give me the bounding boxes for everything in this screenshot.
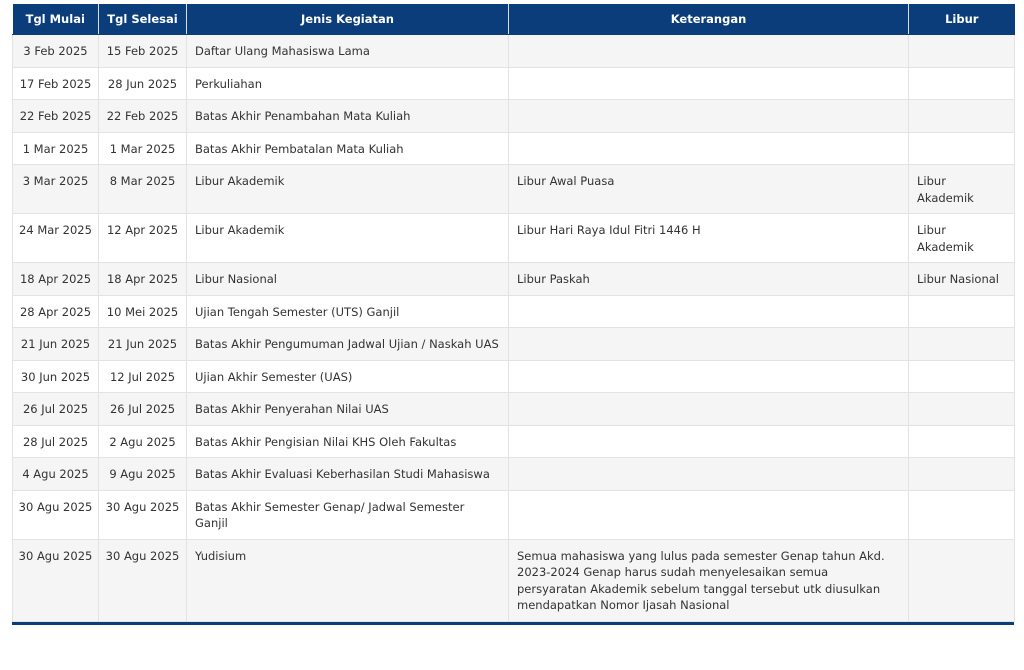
cell-jenis-kegiatan: Ujian Akhir Semester (UAS) xyxy=(187,360,509,393)
cell-keterangan xyxy=(509,35,909,68)
header-row xyxy=(13,4,1015,35)
table-body xyxy=(13,35,1015,622)
cell-jenis-kegiatan: Batas Akhir Evaluasi Keberhasilan Studi Mahasiswa xyxy=(187,458,509,491)
cell-tgl-selesai: 1 Mar 2025 xyxy=(99,132,187,165)
table-row xyxy=(13,393,1015,426)
cell-tgl-selesai: 2 Agu 2025 xyxy=(99,425,187,458)
header-keterangan: Keterangan xyxy=(509,4,909,35)
cell-tgl-mulai: 22 Feb 2025 xyxy=(13,100,99,133)
cell-libur xyxy=(909,458,1015,491)
header-tgl-selesai: Tgl Selesai xyxy=(99,4,187,35)
cell-jenis-kegiatan: Batas Akhir Semester Genap/ Jadwal Semester Ganjil xyxy=(187,490,509,539)
table-row xyxy=(13,214,1015,263)
cell-keterangan xyxy=(509,328,909,361)
cell-tgl-selesai: 15 Feb 2025 xyxy=(99,35,187,68)
cell-keterangan xyxy=(509,425,909,458)
cell-jenis-kegiatan: Batas Akhir Pengisian Nilai KHS Oleh Fakultas xyxy=(187,425,509,458)
table-row xyxy=(13,458,1015,491)
cell-tgl-mulai: 24 Mar 2025 xyxy=(13,214,99,263)
cell-keterangan: Libur Awal Puasa xyxy=(509,165,909,214)
table-row xyxy=(13,100,1015,133)
cell-libur: Libur Nasional xyxy=(909,263,1015,296)
cell-libur xyxy=(909,295,1015,328)
cell-keterangan: Libur Hari Raya Idul Fitri 1446 H xyxy=(509,214,909,263)
cell-libur xyxy=(909,67,1015,100)
cell-libur: Libur Akademik xyxy=(909,165,1015,214)
table-row xyxy=(13,132,1015,165)
cell-jenis-kegiatan: Libur Nasional xyxy=(187,263,509,296)
academic-calendar-container xyxy=(12,4,1014,625)
table-bottom-rule xyxy=(12,622,1014,625)
cell-jenis-kegiatan: Batas Akhir Penyerahan Nilai UAS xyxy=(187,393,509,426)
cell-jenis-kegiatan: Batas Akhir Penambahan Mata Kuliah xyxy=(187,100,509,133)
cell-keterangan: Libur Paskah xyxy=(509,263,909,296)
cell-tgl-mulai: 17 Feb 2025 xyxy=(13,67,99,100)
cell-tgl-mulai: 1 Mar 2025 xyxy=(13,132,99,165)
table-row xyxy=(13,263,1015,296)
cell-tgl-mulai: 30 Jun 2025 xyxy=(13,360,99,393)
cell-libur xyxy=(909,132,1015,165)
cell-libur xyxy=(909,425,1015,458)
table-row xyxy=(13,67,1015,100)
table-header xyxy=(13,4,1015,35)
table-row xyxy=(13,165,1015,214)
cell-libur xyxy=(909,539,1015,621)
cell-tgl-selesai: 8 Mar 2025 xyxy=(99,165,187,214)
table-row xyxy=(13,35,1015,68)
cell-keterangan xyxy=(509,295,909,328)
cell-tgl-mulai: 3 Feb 2025 xyxy=(13,35,99,68)
cell-tgl-selesai: 22 Feb 2025 xyxy=(99,100,187,133)
cell-keterangan xyxy=(509,132,909,165)
cell-jenis-kegiatan: Libur Akademik xyxy=(187,214,509,263)
cell-tgl-selesai: 18 Apr 2025 xyxy=(99,263,187,296)
cell-tgl-mulai: 21 Jun 2025 xyxy=(13,328,99,361)
cell-tgl-mulai: 30 Agu 2025 xyxy=(13,490,99,539)
cell-tgl-selesai: 30 Agu 2025 xyxy=(99,539,187,621)
cell-jenis-kegiatan: Yudisium xyxy=(187,539,509,621)
cell-tgl-mulai: 30 Agu 2025 xyxy=(13,539,99,621)
cell-tgl-selesai: 21 Jun 2025 xyxy=(99,328,187,361)
cell-tgl-selesai: 28 Jun 2025 xyxy=(99,67,187,100)
cell-tgl-selesai: 9 Agu 2025 xyxy=(99,458,187,491)
cell-keterangan xyxy=(509,67,909,100)
cell-jenis-kegiatan: Batas Akhir Pembatalan Mata Kuliah xyxy=(187,132,509,165)
header-tgl-mulai: Tgl Mulai xyxy=(13,4,99,35)
cell-keterangan: Semua mahasiswa yang lulus pada semester Genap tahun Akd. 2023-2024 Genap harus sudah menyelesaikan semua persyaratan Akademik sebelum tanggal tersebut utk diusulkan mendapatkan Nomor Ijasah Nasional xyxy=(509,539,909,621)
cell-libur: Libur Akademik xyxy=(909,214,1015,263)
cell-tgl-mulai: 4 Agu 2025 xyxy=(13,458,99,491)
cell-jenis-kegiatan: Perkuliahan xyxy=(187,67,509,100)
table-row xyxy=(13,295,1015,328)
cell-libur xyxy=(909,360,1015,393)
cell-keterangan xyxy=(509,360,909,393)
header-libur: Libur xyxy=(909,4,1015,35)
table-row xyxy=(13,490,1015,539)
cell-jenis-kegiatan: Batas Akhir Pengumuman Jadwal Ujian / Naskah UAS xyxy=(187,328,509,361)
table-row xyxy=(13,360,1015,393)
cell-keterangan xyxy=(509,458,909,491)
table-row xyxy=(13,328,1015,361)
cell-tgl-mulai: 3 Mar 2025 xyxy=(13,165,99,214)
cell-jenis-kegiatan: Daftar Ulang Mahasiswa Lama xyxy=(187,35,509,68)
cell-libur xyxy=(909,393,1015,426)
cell-tgl-selesai: 12 Jul 2025 xyxy=(99,360,187,393)
cell-keterangan xyxy=(509,393,909,426)
academic-calendar-table xyxy=(12,4,1015,622)
cell-libur xyxy=(909,328,1015,361)
cell-libur xyxy=(909,490,1015,539)
cell-tgl-selesai: 26 Jul 2025 xyxy=(99,393,187,426)
cell-tgl-mulai: 18 Apr 2025 xyxy=(13,263,99,296)
cell-tgl-mulai: 28 Jul 2025 xyxy=(13,425,99,458)
cell-tgl-selesai: 30 Agu 2025 xyxy=(99,490,187,539)
cell-keterangan xyxy=(509,490,909,539)
cell-tgl-selesai: 12 Apr 2025 xyxy=(99,214,187,263)
cell-keterangan xyxy=(509,100,909,133)
cell-tgl-mulai: 26 Jul 2025 xyxy=(13,393,99,426)
cell-jenis-kegiatan: Ujian Tengah Semester (UTS) Ganjil xyxy=(187,295,509,328)
cell-jenis-kegiatan: Libur Akademik xyxy=(187,165,509,214)
cell-libur xyxy=(909,100,1015,133)
table-row xyxy=(13,425,1015,458)
cell-libur xyxy=(909,35,1015,68)
header-jenis-kegiatan: Jenis Kegiatan xyxy=(187,4,509,35)
table-row xyxy=(13,539,1015,621)
cell-tgl-selesai: 10 Mei 2025 xyxy=(99,295,187,328)
cell-tgl-mulai: 28 Apr 2025 xyxy=(13,295,99,328)
